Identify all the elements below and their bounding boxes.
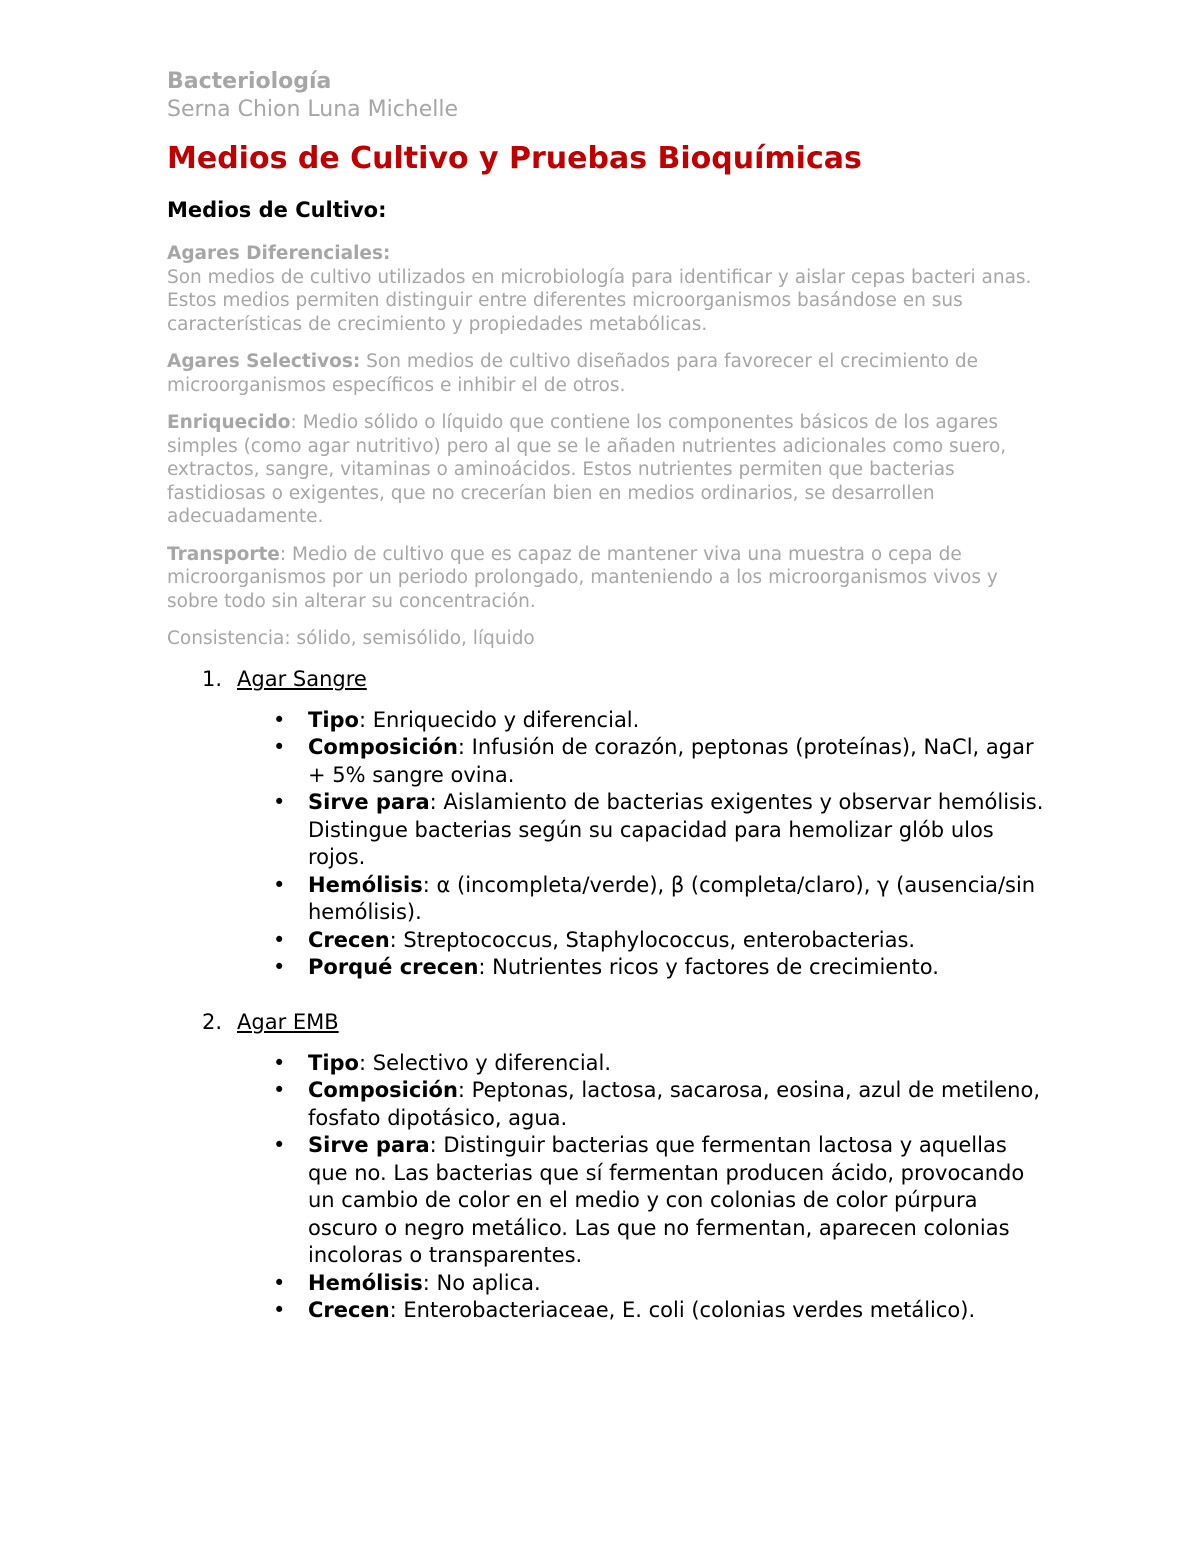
- property-text: : No aplica.: [422, 1270, 541, 1295]
- property-label: Hemólisis: [308, 1270, 423, 1295]
- property-label: Tipo: [308, 1050, 359, 1075]
- consistency-note: Consistencia: sólido, semisólido, líquido: [167, 628, 535, 649]
- media-number: 2.: [202, 1009, 223, 1034]
- bullet-icon: •: [273, 1298, 286, 1322]
- property-extra-text: Distingue bacterias según su capacidad para hemolizar glób ulos rojos.: [308, 817, 994, 869]
- bullet-icon: •: [273, 872, 286, 897]
- definition-selective: [167, 350, 1047, 397]
- media-properties: [167, 707, 1047, 982]
- bullet-icon: •: [273, 927, 286, 952]
- definition-text: : Medio sólido o líquido que contiene los componentes básicos de los agares simples (como agar nutritivo) pero al que se le añaden nutrientes adicionales como suero, extractos, sangre, vitaminas o aminoácidos. Estos nutrientes permiten que bacterias fastidiosas o exigentes, que no crecerían bien en medios ordinarios, se desarrollen adecuadamente.: [167, 412, 1007, 527]
- media-item-agar-emb: [167, 1008, 1047, 1325]
- property-label: Sirve para: [308, 1133, 430, 1157]
- bullet-icon: •: [273, 707, 286, 732]
- property-text: : Streptococcus, Staphylococcus, enterobacterias.: [389, 927, 916, 952]
- definition-differential: [167, 242, 1047, 336]
- property-item: [167, 1050, 1047, 1078]
- property-item: [167, 734, 1047, 789]
- property-item: [167, 1132, 1047, 1270]
- media-heading: [167, 1008, 1047, 1036]
- section-heading: Medios de Cultivo:: [167, 198, 387, 222]
- media-name: Agar EMB: [237, 1009, 339, 1034]
- bullet-icon: •: [273, 1270, 286, 1295]
- property-label: Crecen: [308, 927, 390, 952]
- course-name: Bacteriología: [167, 69, 332, 94]
- media-properties: [167, 1050, 1047, 1325]
- culture-media-list: [167, 665, 1047, 1325]
- definition-term: Agares Selectivos:: [167, 351, 361, 372]
- bullet-icon: •: [273, 735, 286, 759]
- property-text: : Distinguir bacterias que fermentan lactosa y aquellas que no. Las bacterias que sí fermentan producen ácido, provocando un cambio de color en el medio y con colonias de color púrpura oscuro o negro metálico. Las que no fermentan, aparecen colonias incoloras o transparentes.: [308, 1133, 1025, 1267]
- property-label: Porqué crecen: [308, 955, 479, 979]
- property-item: [167, 1077, 1047, 1132]
- property-text: : Infusión de corazón, peptonas (proteínas), NaCl, agar + 5% sangre ovina.: [308, 735, 1034, 787]
- bullet-icon: •: [273, 955, 286, 979]
- property-item: [167, 789, 1047, 872]
- property-text: : Enriquecido y diferencial.: [358, 707, 640, 732]
- property-text: : α (incompleta/verde), β (completa/claro), γ (ausencia/sin hemólisis).: [308, 872, 1036, 924]
- property-item: [167, 1270, 1047, 1298]
- bullet-icon: •: [273, 1133, 286, 1157]
- property-text: : Nutrientes ricos y factores de crecimiento.: [478, 955, 939, 979]
- media-name: Agar Sangre: [237, 666, 367, 691]
- definition-text: Son medios de cultivo utilizados en microbiología para identificar y aislar cepas bacteri anas. Estos medios permiten distinguir entre diferentes microorganismos basándose en sus características de crecimiento y propiedades metabólicas.: [167, 266, 1032, 335]
- definition-term: Enriquecido: [167, 412, 291, 433]
- bullet-icon: •: [273, 1050, 286, 1075]
- author-name: Serna Chion Luna Michelle: [167, 97, 459, 122]
- property-label: Hemólisis: [308, 872, 423, 897]
- definition-text: Son medios de cultivo diseñados para favorecer el crecimiento de microorganismos específicos e inhibir el de otros.: [167, 351, 979, 396]
- property-item: [167, 927, 1047, 955]
- definition-text: : Medio de cultivo que es capaz de mantener viva una muestra o cepa de microorganismos por un periodo prolongado, manteniendo a los microorganismos vivos y sobre todo sin alterar su concentración.: [167, 543, 998, 612]
- definition-term: Transporte: [167, 543, 280, 565]
- property-label: Tipo: [308, 707, 359, 732]
- definition-enriched: [167, 411, 1047, 529]
- property-text: : Aislamiento de bacterias exigentes y observar hemólisis.: [429, 790, 1044, 814]
- bullet-icon: •: [273, 1078, 286, 1102]
- document-title: Medios de Cultivo y Pruebas Bioquímicas: [167, 141, 862, 176]
- media-heading: [167, 665, 1047, 693]
- property-text: : Peptonas, lactosa, sacarosa, eosina, azul de metileno, fosfato dipotásico, agua.: [308, 1078, 1041, 1130]
- property-label: Composición: [308, 1078, 458, 1102]
- media-item-agar-sangre: [167, 665, 1047, 982]
- property-label: Composición: [308, 735, 458, 759]
- document-page: [167, 68, 1047, 1351]
- definition-term: Agares Diferenciales:: [167, 243, 391, 264]
- property-text: : Enterobacteriaceae, E. coli (colonias verdes metálico).: [389, 1298, 976, 1322]
- property-item: [167, 954, 1047, 982]
- property-text: : Selectivo y diferencial.: [358, 1050, 612, 1075]
- media-number: 1.: [202, 666, 223, 691]
- property-item: [167, 707, 1047, 735]
- property-label: Crecen: [308, 1298, 390, 1322]
- property-item: [167, 1297, 1047, 1325]
- property-item: [167, 872, 1047, 927]
- property-label: Sirve para: [308, 790, 430, 814]
- definition-transport: [167, 543, 1047, 614]
- bullet-icon: •: [273, 790, 286, 814]
